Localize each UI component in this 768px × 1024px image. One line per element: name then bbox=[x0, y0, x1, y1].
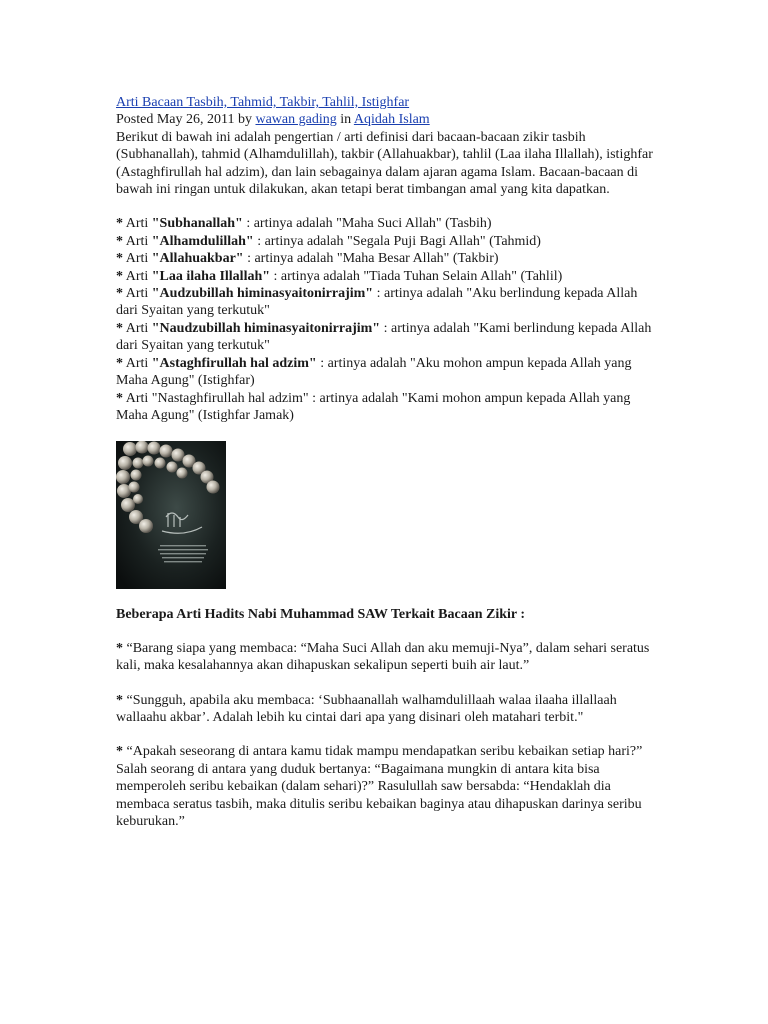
bullet: * bbox=[116, 640, 123, 656]
term-meaning: : artinya adalah "Aku mohon ampun kepada Allah yang Maha Agung" (Istighfar) bbox=[116, 355, 632, 389]
term-name: "Alhamdulillah" bbox=[151, 233, 254, 249]
term-item bbox=[116, 320, 656, 355]
term-name: "Astaghfirullah hal adzim" bbox=[151, 355, 317, 371]
in-word: in bbox=[336, 112, 354, 128]
tasbih-image bbox=[116, 441, 226, 589]
term-prefix: Arti bbox=[123, 216, 152, 232]
bullet: * bbox=[116, 320, 123, 336]
hadith-item bbox=[116, 640, 656, 675]
term-prefix: Arti bbox=[123, 355, 152, 371]
term-name: "Audzubillah himinasyaitonirrajim" bbox=[151, 286, 374, 302]
hadith-text: “Sungguh, apabila aku membaca: ‘Subhaanallah walhamdulillaah walaa ilaaha illallaah wallaahu akbar’. Adalah lebih ku cintai dari apa yang disinari oleh matahari terbit." bbox=[116, 692, 617, 725]
term-meaning: : artinya adalah "Maha Suci Allah" (Tasbih) bbox=[242, 216, 492, 232]
term-item bbox=[116, 233, 656, 250]
article-title-link[interactable]: Arti Bacaan Tasbih, Tahmid, Takbir, Tahlil, Istighfar bbox=[116, 95, 410, 110]
term-item bbox=[116, 390, 656, 425]
term-item bbox=[116, 355, 656, 390]
hadith-text: “Barang siapa yang membaca: “Maha Suci Allah dan aku memuji-Nya”, dalam sehari seratus kali, maka kesalahannya akan dihapuskan sekalipun seperti buih air laut.” bbox=[116, 640, 650, 674]
bullet: * bbox=[116, 233, 123, 249]
hadith-item bbox=[116, 743, 656, 830]
term-prefix: Arti bbox=[123, 268, 152, 284]
term-name: "Allahuakbar" bbox=[151, 251, 244, 267]
term-meaning: : artinya adalah "Aku berlindung kepada Allah dari Syaitan yang terkutuk" bbox=[116, 286, 638, 319]
term-prefix: Arti bbox=[123, 286, 152, 302]
hadith-text: “Apakah seseorang di antara kamu tidak mampu mendapatkan seribu kebaikan setiap hari?” Salah seorang di antara yang duduk bertanya: “Bagaimana mungkin di antara kita bisa memperoleh seribu kebaikan (dalam sehari)?” Rasulullah saw bersabda: “Hendaklah dia membaca seratus tasbih, maka ditulis seribu kebaikan baginya atau dihapuskan darinya seribu keburukan.” bbox=[116, 744, 643, 829]
term-meaning: : artinya adalah "Segala Puji Bagi Allah" (Tahmid) bbox=[253, 233, 541, 249]
term-prefix: Arti bbox=[123, 320, 152, 336]
term-item bbox=[116, 250, 656, 267]
term-meaning: : artinya adalah "Kami berlindung kepada Allah dari Syaitan yang terkutuk" bbox=[116, 320, 652, 354]
post-meta bbox=[116, 111, 656, 128]
term-item bbox=[116, 215, 656, 232]
term-item bbox=[116, 268, 656, 285]
terms-list bbox=[116, 215, 656, 424]
term-name: "Subhanallah" bbox=[151, 216, 243, 232]
term-meaning: "Nastaghfirullah hal adzim" : artinya adalah "Kami mohon ampun kepada Allah yang Maha Agung" (Istighfar Jamak) bbox=[116, 390, 631, 423]
term-prefix: Arti bbox=[123, 390, 152, 406]
term-name: "Laa ilaha Illallah" bbox=[151, 268, 271, 284]
bullet: * bbox=[116, 216, 123, 232]
term-prefix: Arti bbox=[123, 251, 152, 267]
term-meaning: : artinya adalah "Maha Besar Allah" (Takbir) bbox=[243, 251, 499, 267]
posted-date: Posted May 26, 2011 by bbox=[116, 112, 256, 128]
prayer-beads-icon bbox=[116, 441, 226, 589]
hadith-heading: Beberapa Arti Hadits Nabi Muhammad SAW Terkait Bacaan Zikir : bbox=[116, 607, 526, 623]
bullet: * bbox=[116, 355, 123, 371]
term-prefix: Arti bbox=[123, 233, 152, 249]
bullet: * bbox=[116, 268, 123, 284]
author-link[interactable]: wawan gading bbox=[255, 112, 337, 128]
bullet: * bbox=[116, 251, 123, 267]
term-item bbox=[116, 285, 656, 320]
term-name: "Naudzubillah himinasyaitonirrajim" bbox=[151, 320, 381, 336]
bullet: * bbox=[116, 692, 123, 708]
bullet: * bbox=[116, 744, 123, 760]
article bbox=[116, 94, 656, 847]
intro-paragraph: Berikut di bawah ini adalah pengertian / arti definisi dari bacaan-bacaan zikir tasbih (Subhanallah), tahmid (Alhamdulillah), takbir (Allahuakbar), tahlil (Laa ilaha Illallah), istighfar (Astaghfirullah hal adzim), dan lain sebagainya dalam ajaran agama Islam. Bacaan-bacaan di bawah ini ringan untuk dilakukan, akan tetapi berat timbangan amal yang kita dapatkan. bbox=[116, 129, 653, 198]
bullet: * bbox=[116, 390, 123, 406]
bullet: * bbox=[116, 286, 123, 302]
hadith-item bbox=[116, 692, 656, 727]
term-meaning: : artinya adalah "Tiada Tuhan Selain Allah" (Tahlil) bbox=[270, 268, 563, 284]
category-link[interactable]: Aqidah Islam bbox=[353, 112, 430, 128]
